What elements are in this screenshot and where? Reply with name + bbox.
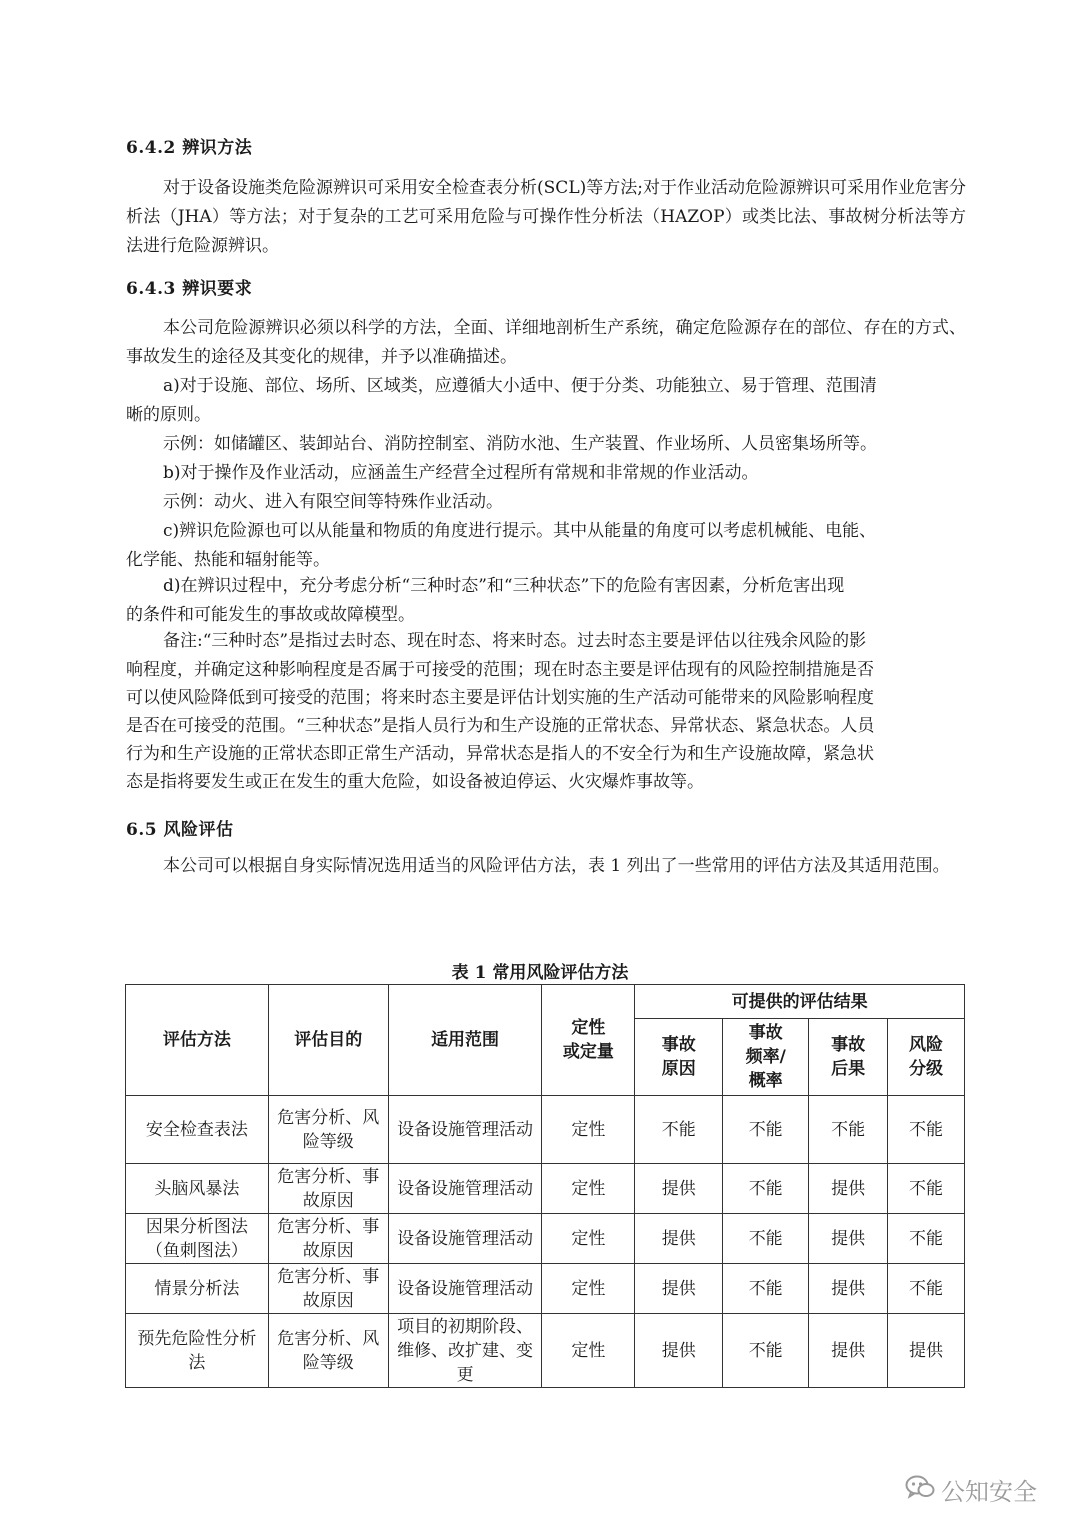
cell-scope: 设备设施管理活动 [388,1214,542,1264]
note-line3: 可以使风险降低到可接受的范围；将来时态主要是评估计划实施的生产活动可能带来的风险影响程度 [126,688,874,708]
paragraph-identification-requirements: 本公司危险源辨识必须以科学的方法，全面、详细地剖析生产系统，确定危险源存在的部位、存在的方式、事故发生的途径及其变化的规律，并予以准确描述。 [126,318,966,367]
cell-qual: 定性 [542,1314,635,1388]
table-row [126,1264,965,1314]
cell-grade: 提供 [888,1314,965,1388]
cell-qual: 定性 [542,1096,635,1164]
header-purpose: 评估目的 [268,985,388,1096]
cell-consequence: 提供 [809,1164,888,1214]
header-cause: 事故 原因 [635,1019,723,1096]
cell-grade: 不能 [888,1164,965,1214]
header-method: 评估方法 [126,985,269,1096]
cell-purpose: 危害分析、风险等级 [268,1314,388,1388]
table-title: 表 1 常用风险评估方法 [451,963,629,983]
header-consequence: 事故 后果 [809,1019,888,1096]
cell-frequency: 不能 [723,1214,809,1264]
watermark [905,1472,1037,1507]
note-line6: 态是指将要发生或正在发生的重大危险，如设备被迫停运、火灾爆炸事故等。 [126,772,704,792]
example-1: 示例：如储罐区、装卸站台、消防控制室、消防水池、生产装置、作业场所、人员密集场所等。 [163,434,877,454]
item-a-line1: a)对于设施、部位、场所、区域类，应遵循大小适中、便于分类、功能独立、易于管理、范围清 [163,376,877,396]
cell-consequence: 提供 [809,1214,888,1264]
cell-purpose: 危害分析、风险等级 [268,1096,388,1164]
cell-grade: 不能 [888,1264,965,1314]
watermark-text: 公知安全 [941,1478,1037,1506]
cell-grade: 不能 [888,1214,965,1264]
risk-methods-table [125,984,965,1388]
cell-cause: 提供 [635,1264,723,1314]
note-line2: 响程度，并确定这种影响程度是否属于可接受的范围；现在时态主要是评估现有的风险控制措施是否 [126,660,874,680]
cell-scope: 设备设施管理活动 [388,1264,542,1314]
section-heading-6-5: 6.5 风险评估 [126,820,234,840]
table-row [126,1096,965,1164]
cell-method: 情景分析法 [126,1264,269,1314]
cell-scope: 项目的初期阶段、维修、改扩建、变更 [388,1314,542,1388]
cell-scope: 设备设施管理活动 [388,1096,542,1164]
cell-frequency: 不能 [723,1314,809,1388]
cell-scope: 设备设施管理活动 [388,1164,542,1214]
table-row [126,1164,965,1214]
note-line4: 是否在可接受的范围。“三种状态”是指人员行为和生产设施的正常状态、异常状态、紧急状态。人员 [126,716,875,736]
cell-purpose: 危害分析、事故原因 [268,1164,388,1214]
cell-consequence: 提供 [809,1264,888,1314]
cell-method: 预先危险性分析法 [126,1314,269,1388]
cell-method: 头脑风暴法 [126,1164,269,1214]
cell-cause: 提供 [635,1214,723,1264]
cell-frequency: 不能 [723,1096,809,1164]
paragraph-risk-assessment: 本公司可以根据自身实际情况选用适当的风险评估方法，表 1 列出了一些常用的评估方法及其适用范围。 [163,856,950,876]
wechat-icon [905,1474,935,1506]
paragraph-identification-methods: 对于设备设施类危险源辨识可采用安全检查表分析(SCL)等方法;对于作业活动危险源辨识可采用作业危害分析法（JHA）等方法；对于复杂的工艺可采用危险与可操作性分析法（HAZOP）或类比法、事故树分析法等方法进行危险源辨识。 [126,178,966,256]
header-results: 可提供的评估结果 [635,985,965,1019]
cell-frequency: 不能 [723,1164,809,1214]
note-line1: 备注:“三种时态”是指过去时态、现在时态、将来时态。过去时态主要是评估以往残余风险的影 [163,631,867,651]
table-row [126,1214,965,1264]
header-grade: 风险 分级 [888,1019,965,1096]
cell-method: 安全检查表法 [126,1096,269,1164]
cell-cause: 提供 [635,1314,723,1388]
section-heading-6-4-2: 6.4.2 辨识方法 [126,138,253,158]
cell-frequency: 不能 [723,1264,809,1314]
cell-consequence: 提供 [809,1314,888,1388]
cell-purpose: 危害分析、事故原因 [268,1214,388,1264]
cell-grade: 不能 [888,1096,965,1164]
cell-qual: 定性 [542,1214,635,1264]
item-c-line2: 化学能、热能和辐射能等。 [126,550,330,570]
header-qualitative: 定性 或定量 [542,985,635,1096]
item-c-line1: c)辨识危险源也可以从能量和物质的角度进行提示。其中从能量的角度可以考虑机械能、电能、 [163,521,877,541]
note-line5: 行为和生产设施的正常状态即正常生产活动，异常状态是指人的不安全行为和生产设施故障，紧急状 [126,744,874,764]
cell-cause: 提供 [635,1164,723,1214]
cell-qual: 定性 [542,1264,635,1314]
cell-method: 因果分析图法（鱼刺图法） [126,1214,269,1264]
section-heading-6-4-3: 6.4.3 辨识要求 [126,279,253,299]
cell-cause: 不能 [635,1096,723,1164]
item-a-line2: 晰的原则。 [126,405,211,425]
cell-purpose: 危害分析、事故原因 [268,1264,388,1314]
cell-consequence: 不能 [809,1096,888,1164]
header-frequency: 事故 频率/ 概率 [723,1019,809,1096]
table-row [126,1314,965,1388]
item-d-line2: 的条件和可能发生的事故或故障模型。 [126,605,415,625]
item-d-line1: d)在辨识过程中，充分考虑分析“三种时态”和“三种状态”下的危险有害因素，分析危害出现 [163,576,845,596]
item-b: b)对于操作及作业活动，应涵盖生产经营全过程所有常规和非常规的作业活动。 [163,463,759,483]
cell-qual: 定性 [542,1164,635,1214]
example-2: 示例：动火、进入有限空间等特殊作业活动。 [163,492,503,512]
header-scope: 适用范围 [388,985,542,1096]
